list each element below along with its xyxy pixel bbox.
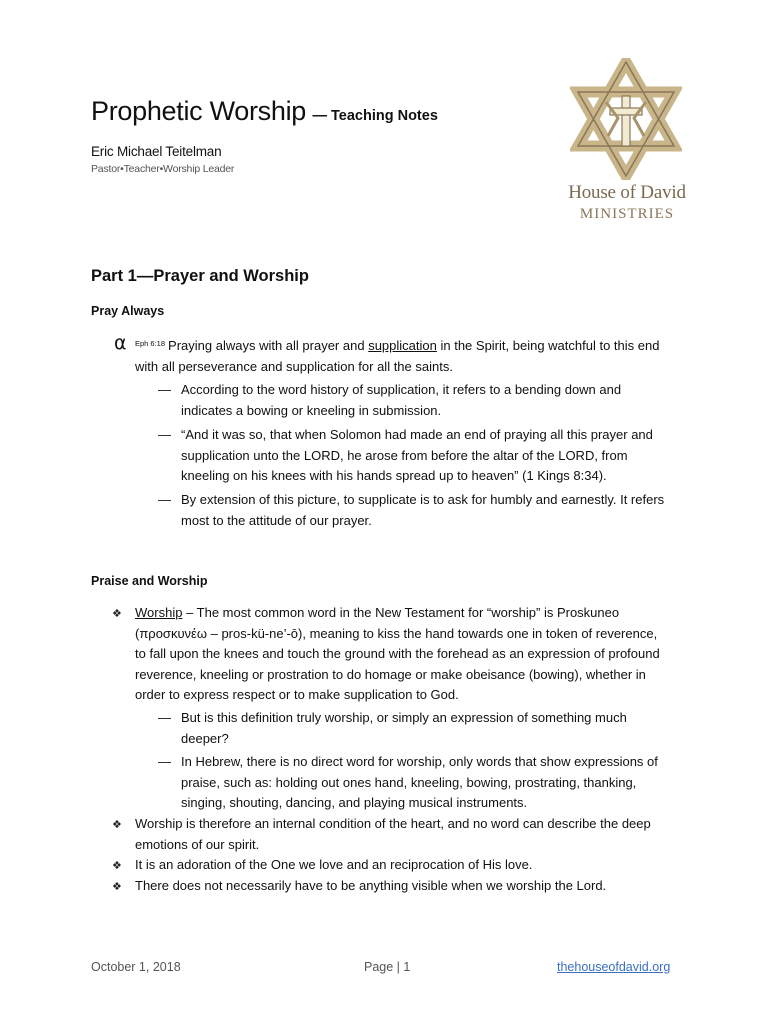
diamond-bullet-icon: ❖ (112, 608, 122, 620)
dash-bullet-icon: — (158, 382, 171, 397)
author-role: Pastor•Teacher•Worship Leader (91, 163, 235, 175)
author-name: Eric Michael Teitelman (91, 144, 222, 159)
footer-page-number: Page | 1 (364, 960, 411, 974)
supplication-point-1: According to the word history of supplication, it refers to a bending down and indicates a bowing or kneeling in submission. (181, 382, 622, 418)
diamond-bullet-icon: ❖ (112, 860, 122, 872)
diamond-bullet-icon: ❖ (112, 819, 122, 831)
part1-heading: Part 1—Prayer and Worship (91, 267, 309, 285)
verse-text-before: Praying always with all prayer and (168, 338, 365, 353)
logo-name: House of David (568, 182, 686, 203)
diamond-bullet-icon: ❖ (112, 881, 122, 893)
dash-bullet-icon: — (158, 427, 171, 442)
dash-bullet-icon: — (158, 710, 171, 725)
supplication-point-2: “And it was so, that when Solomon had made an end of praying all this prayer and supplication unto the LORD, he arose from before the altar of the LORD, from kneeling on his knees with his hands spread up to heaven” (1 Kings 8:34). (181, 427, 653, 483)
worship-definition-text: – The most common word in the New Testament for “worship” is Proskuneo (προσκυνέω – pros-kü-ne’-ō), meaning to kiss the hand towards one in token of reverence, to fall upon the knees and touch the ground with the forehead as an expression of profound reverence, kneeling or prostration to do homage or make obeisance (bowing), whether in order to express respect or to make supplication to God. (135, 605, 660, 702)
star-of-david-icon (570, 58, 682, 180)
worship-bullet-3: There does not necessarily have to be anything visible when we worship the Lord. (135, 878, 607, 893)
eph-verse-paragraph (135, 336, 670, 377)
document-title (91, 96, 438, 127)
dash-bullet-icon: — (158, 492, 171, 507)
pray-always-heading: Pray Always (91, 304, 165, 318)
worship-definition (135, 603, 665, 706)
worship-term: Worship (135, 605, 183, 620)
worship-subpoint-2: In Hebrew, there is no direct word for worship, only words that show expressions of praise, such as: holding out ones hand, kneeling, bowing, prostrating, thanking, singing, shouting, dancing, and playing musical instruments. (181, 754, 658, 810)
supplication-point-3: By extension of this picture, to supplicate is to ask for humbly and earnestly. It refers most to the attitude of our prayer. (181, 492, 665, 528)
logo-subtitle: MINISTRIES (579, 206, 675, 222)
title-main: Prophetic Worship (91, 96, 307, 126)
alpha-bullet-icon: α (114, 332, 127, 354)
dash-bullet-icon: — (158, 754, 171, 769)
worship-subpoint-1: But is this definition truly worship, or simply an expression of something much deeper? (181, 710, 627, 746)
title-suffix: — Teaching Notes (312, 108, 438, 124)
footer-date: October 1, 2018 (91, 960, 181, 974)
praise-worship-heading: Praise and Worship (91, 574, 208, 588)
verse-text-after: in the Spirit, being watchful to this end with all perseverance and supplication for all the saints. (135, 338, 660, 374)
worship-bullet-2: It is an adoration of the One we love and an reciprocation of His love. (135, 857, 533, 872)
worship-bullet-1: Worship is therefore an internal condition of the heart, and no word can describe the deep emotions of our spirit. (135, 816, 651, 852)
verse-underlined-word: supplication (368, 338, 437, 353)
verse-reference: Eph 6:18 (135, 339, 166, 348)
footer-website-link[interactable]: thehouseofdavid.org (557, 960, 671, 974)
